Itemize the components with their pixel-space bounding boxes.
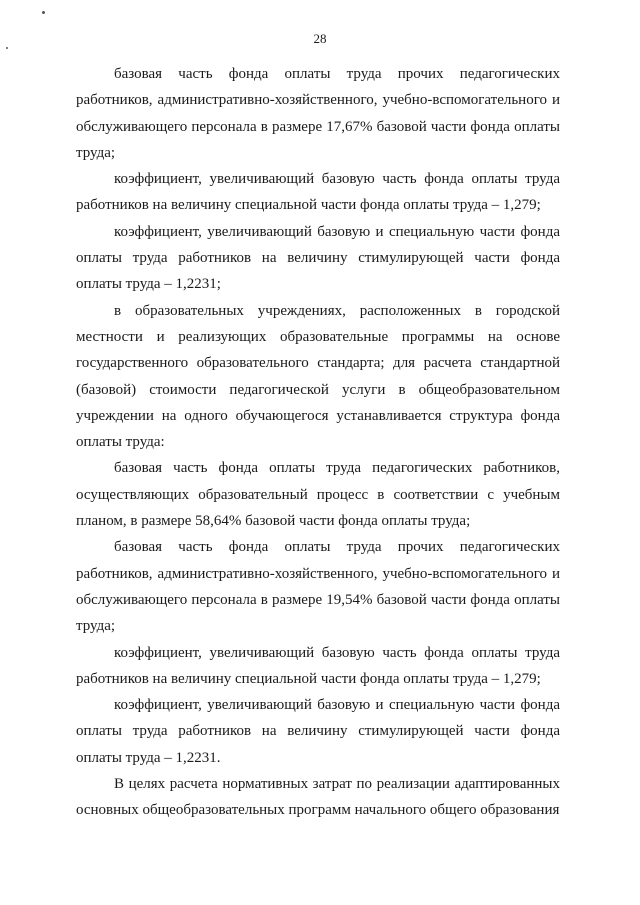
scan-speck xyxy=(6,47,8,49)
scan-speck xyxy=(42,11,45,14)
body-text xyxy=(76,61,560,824)
paragraph: в образовательных учреждениях, расположенных в городской местности и реализующих образовательные программы на основе государственного образовательного стандарта; для расчета стандартной (базовой) стоимости педагогической услуги в общеобразовательном учреждении на одного обучающегося устанавливается структура фонда оплаты труда: xyxy=(76,302,560,451)
paragraph: коэффициент, увеличивающий базовую и специальную части фонда оплаты труда работников на величину стимулирующей части фонда оплаты труда – 1,2231; xyxy=(76,223,560,293)
paragraph: базовая часть фонда оплаты труда педагогических работников, осуществляющих образовательный процесс в соответствии с учебным планом, в размере 58,64% базовой части фонда оплаты труда; xyxy=(76,460,560,530)
paragraph: базовая часть фонда оплаты труда прочих педагогических работников, административно-хозяйственного, учебно-вспомогательного и обслуживающего персонала в размере 19,54% базовой части фонда оплаты труда; xyxy=(76,539,560,635)
paragraph: В целях расчета нормативных затрат по реализации адаптированных основных общеобразовательных программ начального общего образования xyxy=(76,776,560,819)
paragraph: базовая часть фонда оплаты труда прочих педагогических работников, административно-хозяйственного, учебно-вспомогательного и обслуживающего персонала в размере 17,67% базовой части фонда оплаты труда; xyxy=(76,66,560,161)
page-number: 28 xyxy=(313,31,327,46)
paragraph: коэффициент, увеличивающий базовую и специальную части фонда оплаты труда работников на величину стимулирующей части фонда оплаты труда – 1,2231. xyxy=(76,697,560,766)
paragraph: коэффициент, увеличивающий базовую часть фонда оплаты труда работников на величину специальной части фонда оплаты труда – 1,279; xyxy=(76,644,560,687)
paragraph: коэффициент, увеличивающий базовую часть фонда оплаты труда работников на величину специальной части фонда оплаты труда – 1,279; xyxy=(76,171,560,214)
